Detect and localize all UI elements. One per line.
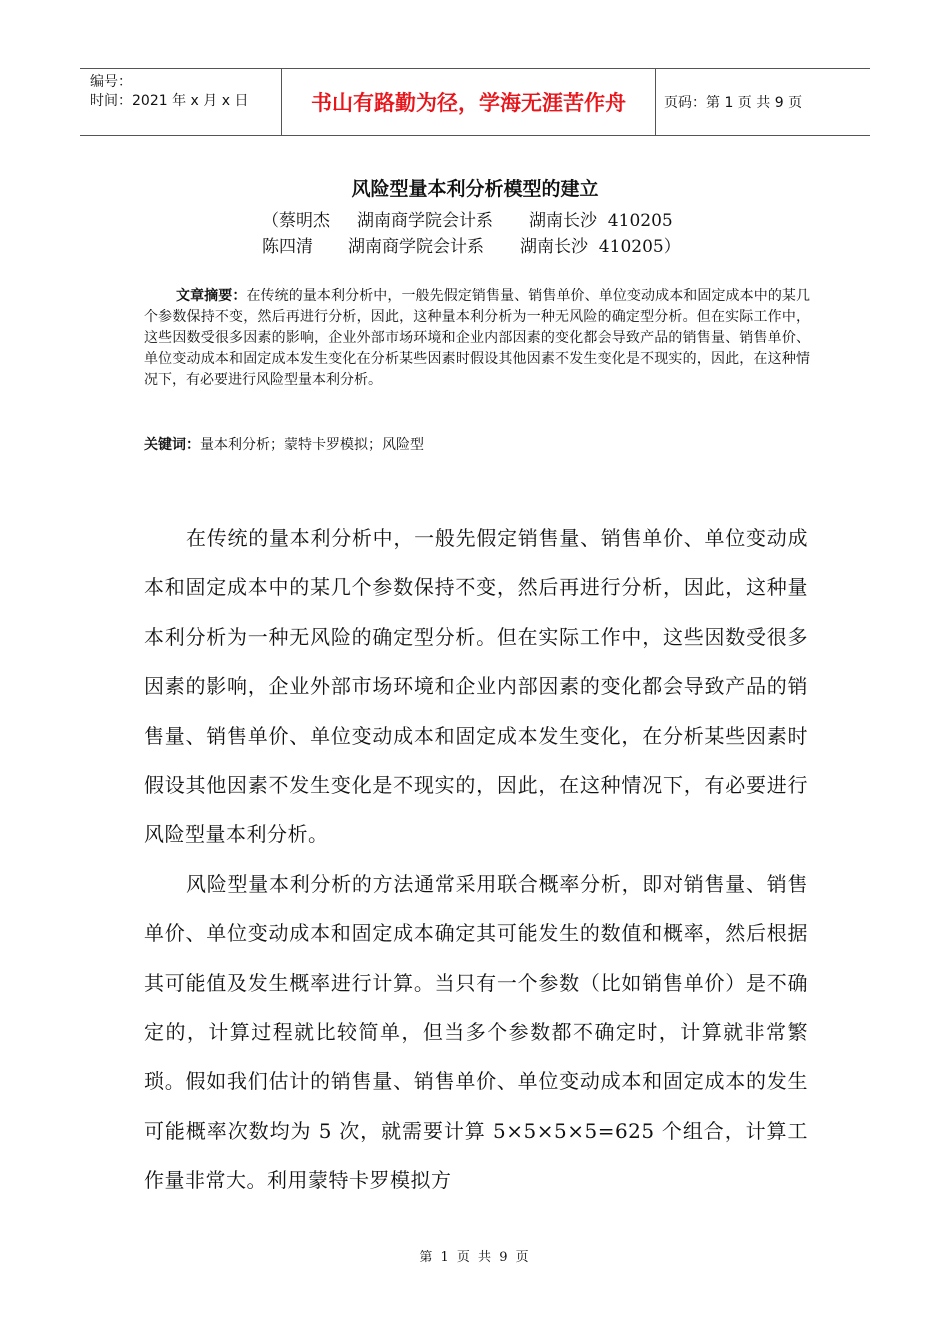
author-affiliation: 湖南商学院会计系 <box>348 237 484 257</box>
header-page-info: 页码：第 1 页 共 9 页 <box>664 95 803 111</box>
document-number-label: 编号： <box>90 74 132 90</box>
author-row <box>262 234 681 260</box>
header-motto: 书山有路勤为径，学海无涯苦作舟 <box>282 69 656 135</box>
abstract-paragraph <box>144 286 810 391</box>
abstract <box>144 286 810 391</box>
article-body <box>144 514 808 1206</box>
keywords-label: 关键词： <box>144 437 200 453</box>
document-date-label: 时间：2021 年 x 月 x 日 <box>90 93 249 109</box>
article-title: 风险型量本利分析模型的建立 <box>351 178 599 200</box>
author-affiliation: 湖南商学院会计系 <box>357 211 493 231</box>
author-list <box>262 208 681 260</box>
author-location: 湖南长沙 410205 <box>529 211 673 231</box>
header-meta <box>80 69 282 135</box>
body-paragraph: 风险型量本利分析的方法通常采用联合概率分析，即对销售量、销售单价、单位变动成本和固定成本确定其可能发生的数值和概率，然后根据其可能值及发生概率进行计算。当只有一个参数（比如销售单价）是不确定的，计算过程就比较简单，但当多个参数都不确定时，计算就非常繁琐。假如我们估计的销售量、销售单价、单位变动成本和固定成本的发生可能概率次数均为 5 次，就需要计算 5×5×5×5=625 个组合，计算工作量非常大。利用蒙特卡罗模拟方 <box>144 871 808 1193</box>
author-row <box>262 208 681 234</box>
author-name: 陈四清 <box>262 237 313 257</box>
keywords <box>144 435 424 456</box>
body-paragraph: 在传统的量本利分析中，一般先假定销售量、销售单价、单位变动成本和固定成本中的某几个参数保持不变，然后再进行分析，因此，这种量本利分析为一种无风险的确定型分析。但在实际工作中，这些因数受很多因素的影响，企业外部市场环境和企业内部因素的变化都会导致产品的销售量、销售单价、单位变动成本和固定成本发生变化，在分析某些因素时假设其他因素不发生变化是不现实的，因此，在这种情况下，有必要进行风险型量本利分析。 <box>144 526 808 847</box>
author-location: 湖南长沙 410205 <box>520 237 664 257</box>
header-table <box>80 68 870 136</box>
author-prefix: （ <box>262 211 279 231</box>
keywords-text: 量本利分析；蒙特卡罗模拟；风险型 <box>200 437 424 453</box>
abstract-text: 在传统的量本利分析中，一般先假定销售量、销售单价、单位变动成本和固定成本中的某几个参数保持不变，然后再进行分析，因此，这种量本利分析为一种无风险的确定型分析。但在实际工作中，这些因数受很多因素的影响，企业外部市场环境和企业内部因素的变化都会导致产品的销售量、销售单价、单位变动成本和固定成本发生变化在分析某些因素时假设其他因素不发生变化是不现实的，因此，在这种情况下，有必要进行风险型量本利分析。 <box>144 288 811 388</box>
page-footer: 第 1 页 共 9 页 <box>419 1250 531 1265</box>
author-suffix: ） <box>663 237 681 257</box>
author-name: 蔡明杰 <box>279 211 330 231</box>
abstract-label: 文章摘要： <box>176 288 247 304</box>
